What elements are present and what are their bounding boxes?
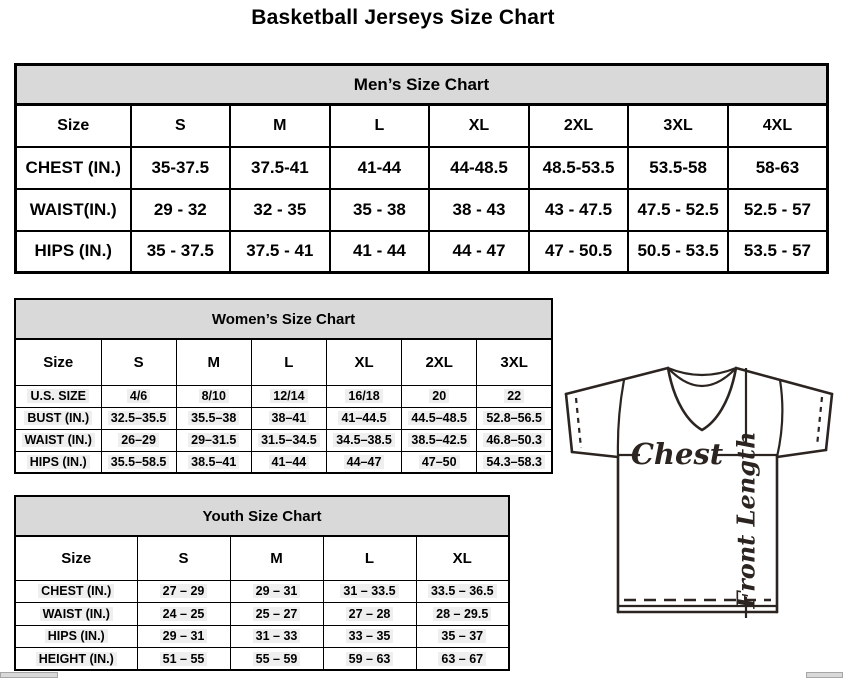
size-value-cell (131, 189, 231, 231)
measurement-row (16, 231, 828, 273)
size-value: 41 - 44 (352, 241, 406, 261)
measurement-row (15, 603, 509, 626)
header-text: M (207, 353, 220, 371)
size-column-header (323, 536, 416, 580)
youth-chart-title: Youth Size Chart (14, 495, 510, 535)
size-value-cell (477, 385, 552, 407)
size-value: 59 – 63 (346, 652, 394, 666)
size-value: 47.5 - 52.5 (637, 199, 719, 219)
size-value: 32 - 35 (253, 199, 307, 219)
row-label-text: WAIST (IN.) (40, 607, 113, 621)
size-value: 34.5–38.5 (333, 433, 395, 447)
size-value: 26–29 (118, 433, 159, 447)
size-value: 29 – 31 (160, 629, 208, 643)
size-value: 28 – 29.5 (433, 607, 491, 621)
size-value-cell (230, 603, 323, 626)
size-corner-header (15, 536, 137, 580)
size-value: 27 – 29 (160, 584, 208, 598)
row-label-text: BUST (IN.) (24, 411, 92, 425)
size-value-cell (176, 385, 251, 407)
header-text: XL (452, 549, 472, 567)
size-value-cell (176, 407, 251, 429)
size-column-header (429, 105, 529, 147)
measurement-row-label (15, 603, 137, 626)
size-value-cell (477, 429, 552, 451)
size-value-cell (323, 580, 416, 603)
size-column-header (101, 339, 176, 385)
size-value-cell (137, 603, 230, 626)
size-value-cell (330, 231, 430, 273)
size-value-cell (326, 407, 401, 429)
size-value: 47 - 50.5 (544, 241, 613, 261)
size-value: 35 - 38 (352, 199, 406, 219)
size-value-cell (137, 625, 230, 648)
jersey-measurement-diagram (556, 360, 842, 622)
size-value-cell (176, 451, 251, 473)
size-column-header (402, 339, 477, 385)
mens-chart-title: Men’s Size Chart (14, 63, 829, 103)
size-value-cell (628, 231, 728, 273)
mens-size-table (14, 103, 829, 274)
header-text: S (174, 116, 186, 134)
header-text: S (178, 549, 189, 567)
size-value-cell (101, 429, 176, 451)
size-value-cell (326, 451, 401, 473)
size-value: 29 - 32 (153, 199, 207, 219)
size-value: 38 - 43 (452, 199, 506, 219)
size-value-cell (402, 385, 477, 407)
header-text: L (284, 353, 294, 371)
size-value-cell (529, 231, 629, 273)
size-value: 33.5 – 36.5 (428, 584, 497, 598)
measurement-row (15, 451, 552, 473)
size-value: 12/14 (270, 389, 307, 403)
size-value: 38.5–41 (188, 455, 239, 469)
size-value: 43 - 47.5 (544, 199, 613, 219)
size-value: 22 (504, 389, 524, 403)
size-value-cell (429, 189, 529, 231)
measurement-row-label (15, 429, 101, 451)
measurement-row-label (16, 231, 131, 273)
size-value: 55 – 59 (253, 652, 301, 666)
header-text: S (133, 353, 144, 371)
measurement-row (15, 407, 552, 429)
header-text: XL (468, 116, 490, 134)
size-column-header (529, 105, 629, 147)
size-value-cell (230, 625, 323, 648)
size-value-cell (137, 580, 230, 603)
header-text: Size (57, 116, 90, 134)
size-value: 58-63 (755, 157, 800, 177)
chest-label: Chest (630, 437, 724, 471)
measurement-row-label (15, 580, 137, 603)
size-value-cell (429, 231, 529, 273)
header-text: XL (354, 353, 374, 371)
size-value: 35.5–38 (188, 411, 239, 425)
measurement-row (16, 147, 828, 189)
youth-size-table (14, 535, 510, 671)
size-column-header (131, 105, 231, 147)
size-value-cell (101, 407, 176, 429)
row-label-text: WAIST (IN.) (22, 433, 95, 447)
size-value: 47–50 (419, 455, 460, 469)
size-value: 51 – 55 (160, 652, 208, 666)
header-text: 3XL (663, 116, 693, 134)
size-column-header (728, 105, 828, 147)
size-value: 53.5 - 57 (743, 241, 811, 261)
size-column-header (251, 339, 326, 385)
size-value-cell (326, 385, 401, 407)
size-value-cell (230, 231, 330, 273)
row-label-text: HEIGHT (IN.) (36, 652, 117, 666)
size-value-cell (176, 429, 251, 451)
size-value-cell (330, 147, 430, 189)
size-value-cell (416, 580, 509, 603)
size-value: 35.5–58.5 (108, 455, 170, 469)
size-value-cell (326, 429, 401, 451)
page-title: Basketball Jerseys Size Chart (251, 6, 555, 29)
row-label-text: CHEST (IN.) (38, 584, 114, 598)
size-header-row (15, 339, 552, 385)
header-text: L (364, 549, 375, 567)
size-value: 31 – 33 (253, 629, 301, 643)
size-value: 54.3–58.3 (483, 455, 545, 469)
size-value-cell (429, 147, 529, 189)
front-length-label: Front Length (731, 431, 761, 609)
size-value-cell (230, 147, 330, 189)
size-value: 63 – 67 (438, 652, 486, 666)
size-value: 52.5 - 57 (743, 199, 811, 219)
measurement-row-label (15, 648, 137, 671)
size-value-cell (402, 407, 477, 429)
size-value-cell (416, 625, 509, 648)
size-value-cell (728, 189, 828, 231)
header-text: M (270, 549, 283, 567)
mens-size-chart (14, 63, 829, 274)
row-label-text: CHEST (IN.) (25, 157, 121, 177)
size-value-cell (402, 429, 477, 451)
measurement-row (15, 625, 509, 648)
row-label-text: WAIST(IN.) (29, 199, 117, 219)
horizontal-scrollbar-fragment-right[interactable] (806, 672, 843, 678)
size-column-header (477, 339, 552, 385)
row-label-text: U.S. SIZE (27, 389, 89, 403)
size-value: 27 – 28 (346, 607, 394, 621)
size-value: 29–31.5 (188, 433, 239, 447)
size-value-cell (477, 407, 552, 429)
header-text: 2XL (425, 353, 453, 371)
size-column-header (326, 339, 401, 385)
size-value-cell (131, 147, 231, 189)
size-value-cell (251, 385, 326, 407)
header-text: 3XL (500, 353, 528, 371)
size-value: 38.5–42.5 (408, 433, 470, 447)
measurement-row-label (16, 147, 131, 189)
size-value-cell (416, 648, 509, 671)
size-value: 44-48.5 (450, 157, 508, 177)
size-value: 44.5–48.5 (408, 411, 470, 425)
size-value: 37.5-41 (251, 157, 309, 177)
size-value-cell (230, 648, 323, 671)
size-value: 46.8–50.3 (483, 433, 545, 447)
header-text: 4XL (762, 116, 793, 134)
size-value: 32.5–35.5 (108, 411, 170, 425)
size-value: 24 – 25 (160, 607, 208, 621)
size-value-cell (416, 603, 509, 626)
womens-chart-title: Women’s Size Chart (14, 298, 553, 338)
size-value: 35-37.5 (151, 157, 210, 177)
size-value-cell (728, 231, 828, 273)
size-value: 37.5 - 41 (246, 241, 314, 261)
measurement-row (15, 385, 552, 407)
size-value: 41–44 (269, 455, 310, 469)
size-column-header (230, 105, 330, 147)
header-text: Size (43, 353, 74, 371)
measurement-row-label (15, 625, 137, 648)
size-value: 33 – 35 (346, 629, 394, 643)
size-value-cell (230, 189, 330, 231)
header-text: L (374, 116, 385, 134)
size-value: 29 – 31 (253, 584, 301, 598)
measurement-row (16, 189, 828, 231)
size-value-cell (137, 648, 230, 671)
measurement-row (15, 648, 509, 671)
size-value: 20 (429, 389, 449, 403)
size-value-cell (251, 429, 326, 451)
size-value: 8/10 (199, 389, 229, 403)
size-value-cell (402, 451, 477, 473)
size-value-cell (251, 451, 326, 473)
size-header-row (16, 105, 828, 147)
size-column-header (416, 536, 509, 580)
size-corner-header (15, 339, 101, 385)
womens-size-table (14, 338, 553, 474)
horizontal-scrollbar-fragment-left[interactable] (0, 672, 58, 678)
size-value: 16/18 (345, 389, 382, 403)
size-value: 44 - 47 (452, 241, 506, 261)
row-label-text: HIPS (IN.) (45, 629, 108, 643)
size-value: 4/6 (127, 389, 150, 403)
womens-size-chart (14, 298, 553, 474)
measurement-row-label (15, 451, 101, 473)
row-label-text: HIPS (IN.) (34, 241, 112, 261)
size-value-cell (230, 580, 323, 603)
header-text: Size (61, 549, 92, 567)
size-value-cell (323, 603, 416, 626)
size-value: 35 - 37.5 (146, 241, 214, 261)
size-value: 44–47 (344, 455, 385, 469)
size-value-cell (477, 451, 552, 473)
measurement-row (15, 580, 509, 603)
size-value-cell (529, 189, 629, 231)
size-value-cell (728, 147, 828, 189)
size-value: 52.8–56.5 (483, 411, 545, 425)
size-value: 53.5-58 (649, 157, 707, 177)
size-value-cell (628, 189, 728, 231)
size-value-cell (330, 189, 430, 231)
size-value: 38–41 (269, 411, 310, 425)
youth-size-chart (14, 495, 510, 671)
header-text: 2XL (563, 116, 594, 134)
jersey-outline (566, 368, 832, 612)
size-value: 41–44.5 (338, 411, 389, 425)
size-value-cell (323, 648, 416, 671)
row-label-text: HIPS (IN.) (27, 455, 90, 469)
size-value-cell (529, 147, 629, 189)
measurement-row (15, 429, 552, 451)
size-value: 25 – 27 (253, 607, 301, 621)
header-text: M (273, 116, 287, 134)
size-corner-header (16, 105, 131, 147)
size-column-header (230, 536, 323, 580)
size-value: 41-44 (357, 157, 402, 177)
size-column-header (628, 105, 728, 147)
size-header-row (15, 536, 509, 580)
size-value: 50.5 - 53.5 (637, 241, 719, 261)
size-value-cell (101, 451, 176, 473)
measurement-row-label (15, 385, 101, 407)
size-value-cell (323, 625, 416, 648)
size-value-cell (101, 385, 176, 407)
measurement-row-label (16, 189, 131, 231)
measurement-row-label (15, 407, 101, 429)
size-value-cell (131, 231, 231, 273)
size-value-cell (628, 147, 728, 189)
size-value: 35 – 37 (438, 629, 486, 643)
size-column-header (176, 339, 251, 385)
size-value: 48.5-53.5 (542, 157, 615, 177)
size-value: 31.5–34.5 (258, 433, 320, 447)
size-column-header (137, 536, 230, 580)
size-value-cell (251, 407, 326, 429)
size-value: 31 – 33.5 (340, 584, 398, 598)
size-column-header (330, 105, 430, 147)
